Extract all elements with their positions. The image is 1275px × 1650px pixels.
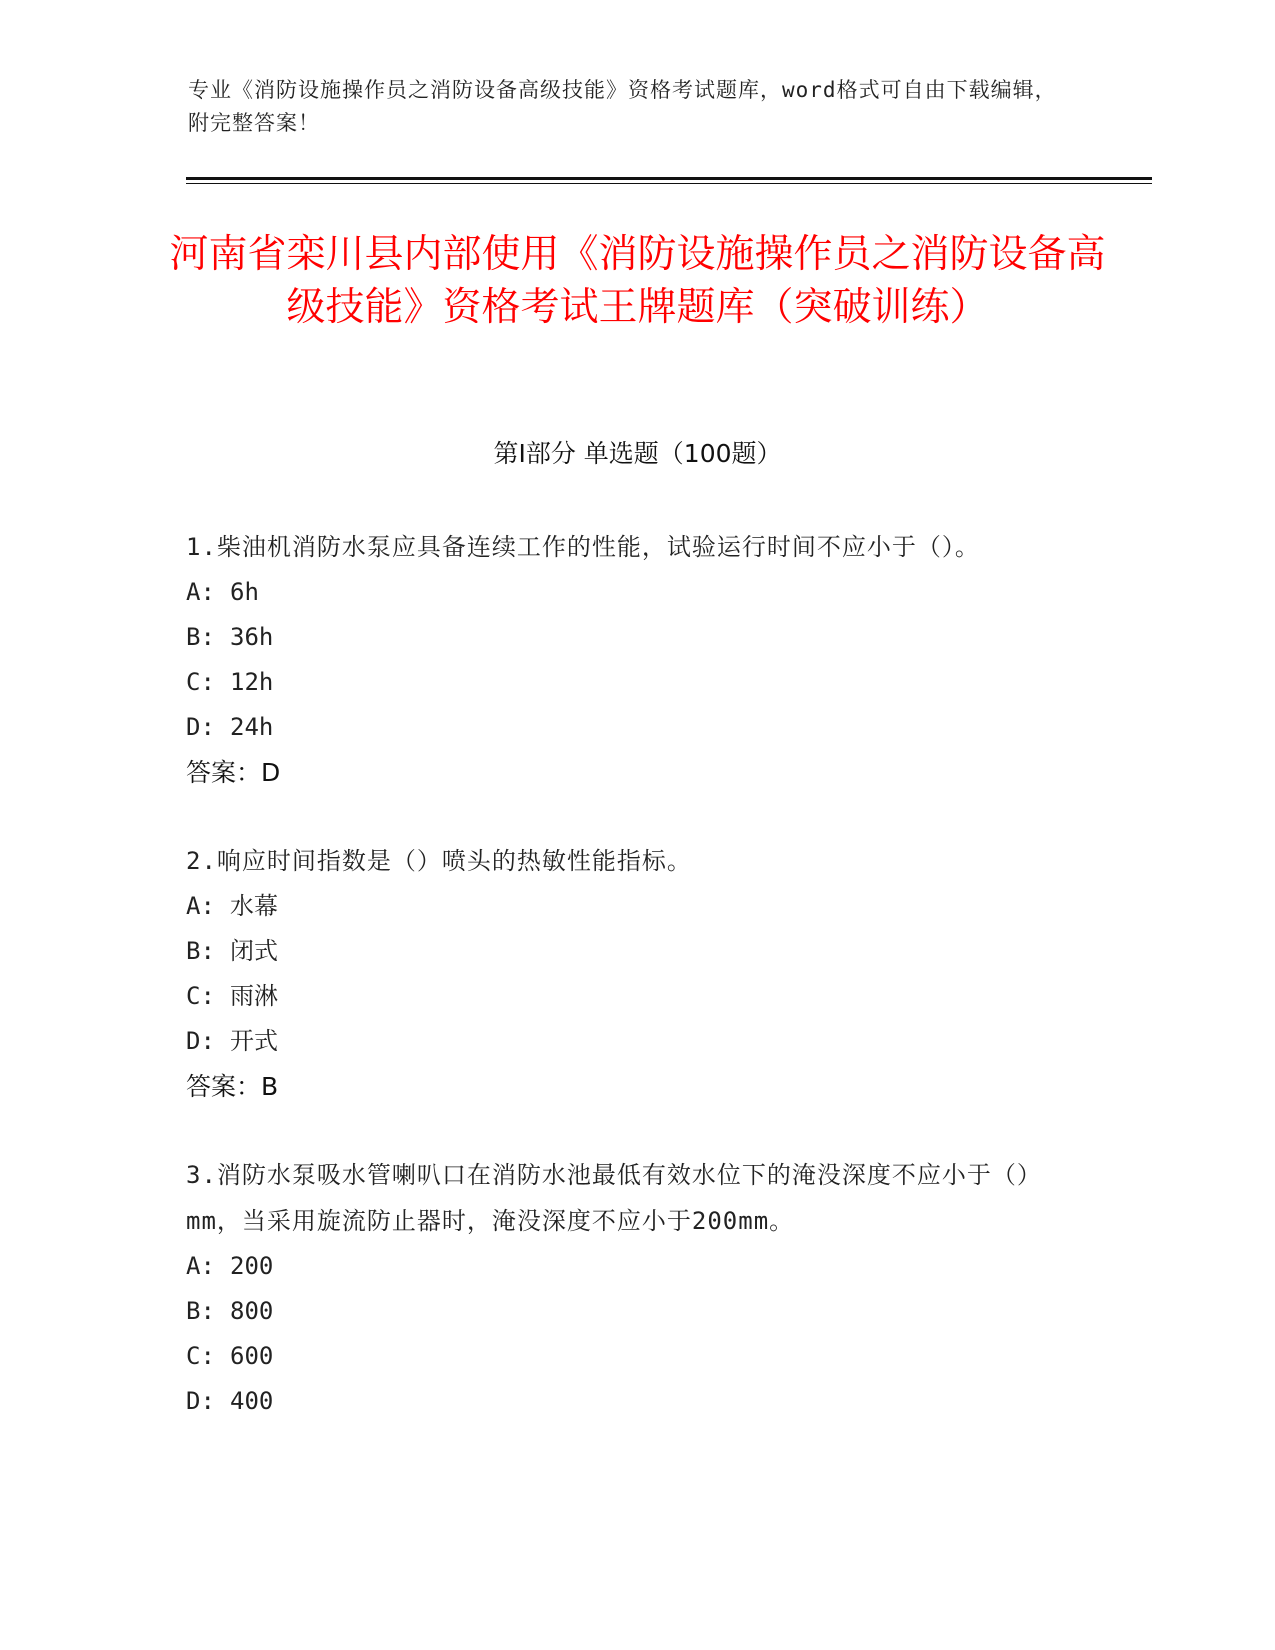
option-a [186,884,1066,929]
option-key: A: [186,1252,215,1280]
option-c [186,660,1066,705]
option-text: 200 [230,1252,274,1280]
question-stem: 1.柴油机消防水泵应具备连续工作的性能，试验运行时间不应小于（）。 [186,533,980,561]
document-title: 河南省栾川县内部使用《消防设施操作员之消防设备高级技能》资格考试王牌题库（突破训练） [169,232,1106,330]
option-c [186,1334,1066,1379]
answer: 答案：D [186,758,281,787]
option-text: 水幕 [230,892,278,920]
option-b [186,929,1066,974]
question-stem: 3.消防水泵吸水管喇叭口在消防水池最低有效水位下的淹没深度不应小于（）mm，当采用旋流防止器时，淹没深度不应小于200mm。 [186,1161,1042,1235]
option-text: 36h [230,623,274,651]
option-key: A: [186,892,215,920]
header-note: 专业《消防设施操作员之消防设备高级技能》资格考试题库，word格式可自由下载编辑，附完整答案！ [188,78,1057,135]
option-text: 800 [230,1297,274,1325]
option-d [186,1379,1066,1424]
option-key: A: [186,578,215,606]
question-1 [186,524,1066,796]
option-key: B: [186,1297,215,1325]
option-key: D: [186,1387,215,1415]
option-text: 6h [230,578,259,606]
option-text: 雨淋 [230,982,278,1010]
option-key: B: [186,623,215,651]
answer: 答案：B [186,1072,279,1101]
option-a [186,570,1066,615]
header-rule-thick [186,177,1152,180]
option-d [186,1019,1066,1064]
header-rule-thin [186,183,1152,184]
option-text: 400 [230,1387,274,1415]
option-key: D: [186,1027,215,1055]
option-text: 闭式 [230,937,278,965]
option-key: B: [186,937,215,965]
question-stem: 2.响应时间指数是（）喷头的热敏性能指标。 [186,847,692,875]
option-text: 开式 [230,1027,278,1055]
question-list [186,524,1066,1466]
option-key: C: [186,982,215,1010]
option-text: 600 [230,1342,274,1370]
option-key: C: [186,668,215,696]
option-b [186,615,1066,660]
option-d [186,705,1066,750]
question-3 [186,1152,1066,1424]
option-text: 12h [230,668,274,696]
option-key: C: [186,1342,215,1370]
option-a [186,1244,1066,1289]
section-title: 第Ⅰ部分 单选题（100题） [493,439,782,468]
option-key: D: [186,713,215,741]
question-2 [186,838,1066,1110]
option-c [186,974,1066,1019]
option-b [186,1289,1066,1334]
option-text: 24h [230,713,274,741]
